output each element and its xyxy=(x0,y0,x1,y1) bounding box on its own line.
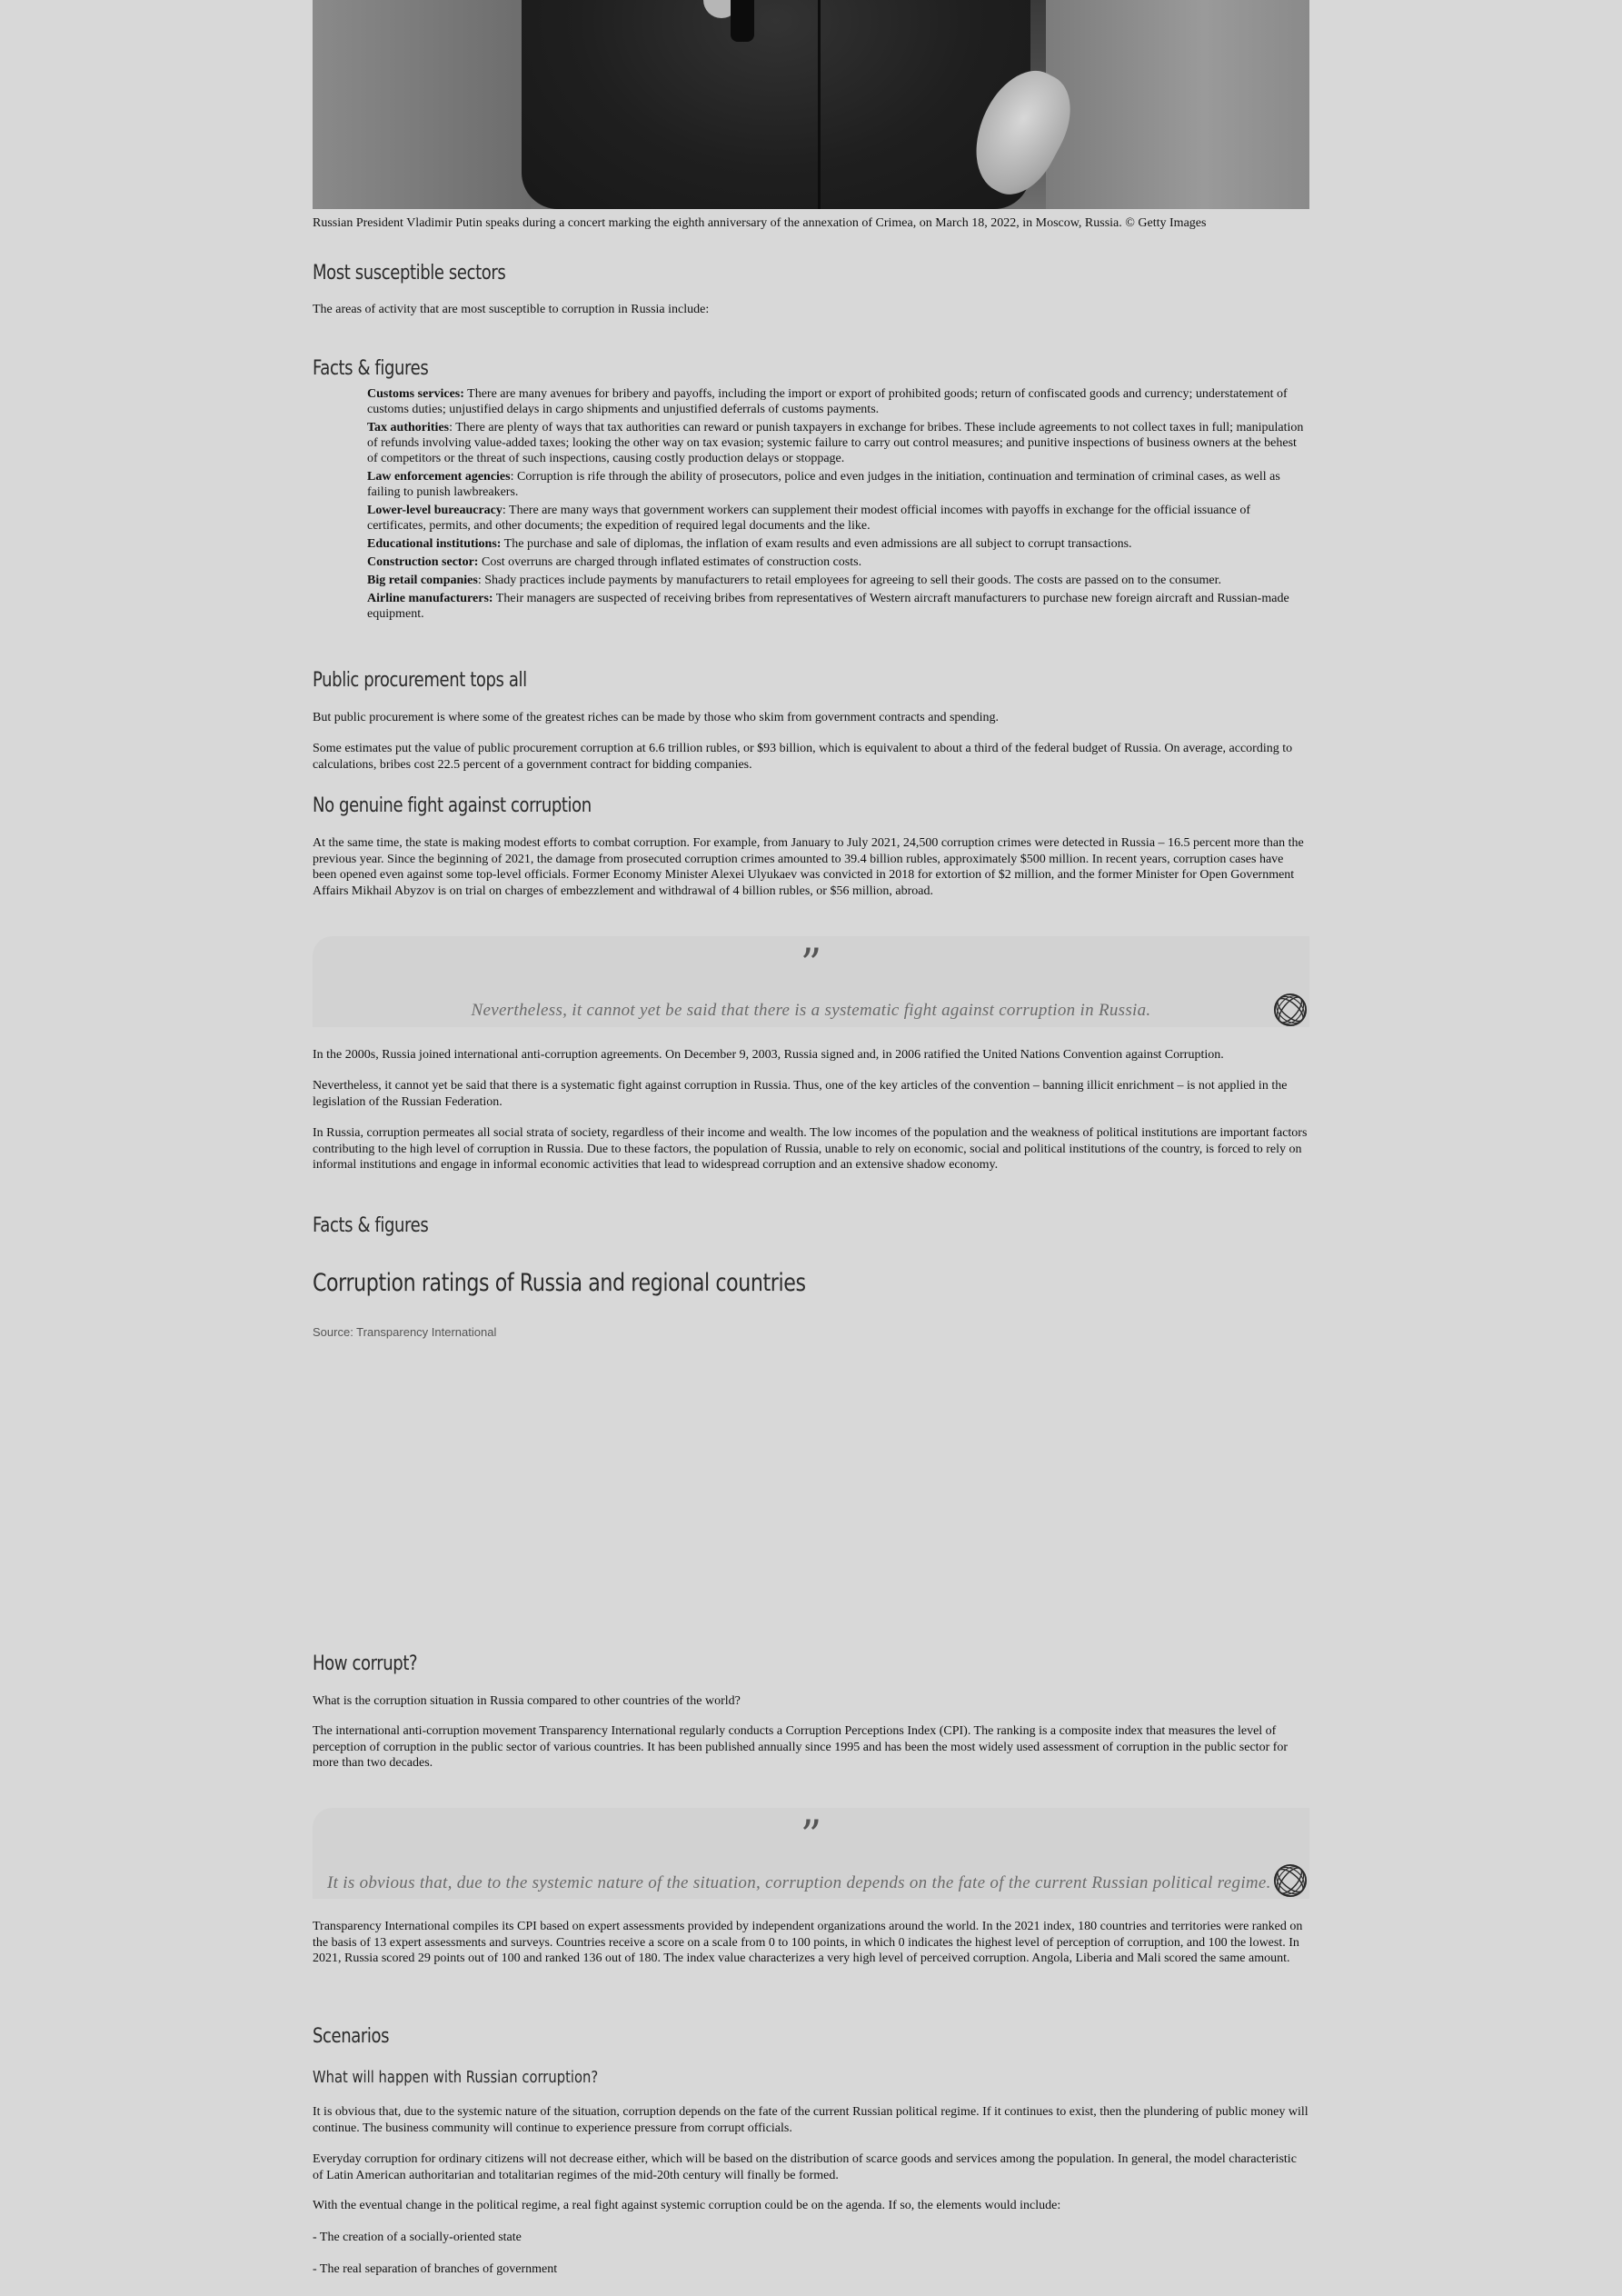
item-text: : There are plenty of ways that tax authorities can reward or punish taxpayers in exchange for bribes. These include agreements to not collect taxes in full; manipulation of refunds involving value-added taxes; looking the other way on tax evasion; systemic failure to carry out control measures; and punitive inspections of business owners at the behest of competitors or the threat of such inspections, causing costly production delays or stoppage. xyxy=(367,421,1304,465)
quote-mark-icon: ” xyxy=(800,1811,822,1860)
pull-quote-1 xyxy=(313,936,1309,1027)
intl-paragraph-2: Nevertheless, it cannot yet be said that there is a systematic fight against corruption in Russia. Thus, one of the key articles of the convention – banning illicit enrichment – is not applied in the legislation of the Russian Federation. xyxy=(313,1079,1288,1109)
intl-paragraph-3: In Russia, corruption permeates all social strata of society, regardless of their income and wealth. The low incomes of the population and the weakness of political institutions are important factors contributing to the high level of corruption in Russia. Due to these factors, the population of Russia, unable to rely on economic, social and political institutions of the country, is forced to rely on informal institutions and engage in informal economic activities that lead to widespread corruption and an extensive shadow economy. xyxy=(313,1126,1308,1172)
sectors-list xyxy=(367,386,1309,624)
list-item xyxy=(367,386,1309,417)
list-item xyxy=(367,554,1309,570)
pull-quote-text: Nevertheless, it cannot yet be said that there is a systematic fight against corruption in Russia. xyxy=(471,1001,1151,1020)
scenarios-paragraph-3: With the eventual change in the political regime, a real fight against systemic corruption could be on the agenda. If so, the elements would include: xyxy=(313,2199,1061,2212)
corrupt-paragraph-1: What is the corruption situation in Russia compared to other countries of the world? xyxy=(313,1694,741,1708)
sectors-heading: Most susceptible sectors xyxy=(313,262,506,285)
procurement-heading: Public procurement tops all xyxy=(313,669,527,692)
item-text: There are many avenues for bribery and payoffs, including the import or export of prohibited goods; return of confiscated goods and currency; understatement of customs duties; unjustified delays in cargo shipments and unjustified deferrals of customs payments. xyxy=(367,387,1288,416)
cpi-link[interactable]: Corruption Perceptions Index xyxy=(785,1724,937,1738)
list-item xyxy=(367,573,1309,588)
scenarios-list-item-1: - The creation of a socially-oriented state xyxy=(313,2231,522,2244)
procurement-paragraph-1: But public procurement is where some of the greatest riches can be made by those who skim from government contracts and spending. xyxy=(313,711,1000,724)
photo-microphone xyxy=(731,0,754,42)
list-item xyxy=(367,420,1309,466)
list-item xyxy=(367,469,1309,500)
text-span: The international anti-corruption movement Transparency International regularly conducts a xyxy=(313,1724,786,1738)
pull-quote-2 xyxy=(313,1808,1309,1899)
procurement-paragraph-2: Some estimates put the value of public procurement corruption at 6.6 trillion rubles, or $93 billion, which is equivalent to about a third of the federal budget of Russia. On average, according to calculations, bribes cost 22.5 percent of a government contract for bidding companies. xyxy=(313,742,1293,772)
item-term: Law enforcement agencies xyxy=(367,470,511,484)
item-term: Big retail companies xyxy=(367,574,478,587)
item-text: Their managers are suspected of receiving bribes from representatives of Western aircraft manufacturers to purchase new foreign aircraft and Russian-made equipment. xyxy=(367,592,1289,621)
fight-heading: No genuine fight against corruption xyxy=(313,794,592,817)
item-text: : There are many ways that government workers can supplement their modest official incomes with payoffs in exchange for the official issuance of certificates, permits, and other documents; the expedition of required legal documents and the like. xyxy=(367,504,1251,533)
globe-icon[interactable] xyxy=(1273,1863,1308,1898)
corrupt-paragraph-2 xyxy=(313,1723,1309,1772)
intl-paragraph-1: In the 2000s, Russia joined international anti-corruption agreements. On December 9, 2003, Russia signed and, in 2006 ratified the United Nations Convention against Corruption. xyxy=(313,1048,1224,1062)
scenarios-list-item-2: - The real separation of branches of government xyxy=(313,2262,558,2276)
item-term: Educational institutions: xyxy=(367,537,502,551)
photo-background-left xyxy=(313,0,531,209)
scenarios-subheading: What will happen with Russian corruption? xyxy=(313,2068,599,2087)
chart-title: Corruption ratings of Russia and regional countries xyxy=(313,1269,806,1297)
item-text: Cost overruns are charged through inflated estimates of construction costs. xyxy=(478,555,862,569)
item-term: Customs services: xyxy=(367,387,464,401)
pull-quote-text: It is obvious that, due to the systemic nature of the situation, corruption depends on the fate of the current Russian political regime. xyxy=(327,1873,1271,1892)
chart-area xyxy=(313,1354,1309,1636)
sectors-intro: The areas of activity that are most susceptible to corruption in Russia include: xyxy=(313,303,710,316)
scenarios-paragraph-2: Everyday corruption for ordinary citizens will not decrease either, which will be based on the distribution of scarce goods and services among the population. In general, the model characteristic of Latin American authoritarian and totalitarian regimes of the mid-20th century will finally be formed. xyxy=(313,2152,1297,2182)
chart-source: Source: Transparency International xyxy=(313,1325,497,1339)
list-item xyxy=(367,503,1309,534)
scenarios-heading: Scenarios xyxy=(313,2025,390,2048)
photo-caption: Russian President Vladimir Putin speaks during a concert marking the eighth anniversary of the annexation of Crimea, on March 18, 2022, in Moscow, Russia. © Getty Images xyxy=(313,216,1207,230)
item-text: : Corruption is rife through the ability of prosecutors, police and even judges in the initiation, continuation and termination of criminal cases, as well as failing to punish lawbreakers. xyxy=(367,470,1280,499)
fight-paragraph: At the same time, the state is making modest efforts to combat corruption. For example, from January to July 2021, 24,500 corruption crimes were detected in Russia – 16.5 percent more than the previous year. Since the beginning of 2021, the damage from prosecuted corruption crimes amounted to 39.4 billion rubles, approximately $500 million. In recent years, corruption cases have been opened even against some top-level officials. Former Economy Minister Alexei Ulyukaev was convicted in 2018 for extortion of $2 million, and the former Minister for Open Government Affairs Mikhail Abyzov is on trial on charges of embezzlement and withdrawal of 4 billion rubles, or $56 million, abroad. xyxy=(313,836,1304,898)
photo-coat xyxy=(522,0,1030,209)
quote-mark-icon: ” xyxy=(800,939,822,988)
hero-photo xyxy=(313,0,1309,209)
item-term: Lower-level bureaucracy xyxy=(367,504,503,517)
item-text: : Shady practices include payments by manufacturers to retail employees for agreeing to sell their goods. The costs are passed on to the consumer. xyxy=(477,574,1221,587)
text-span: (CPI). The ranking is a composite index that measures the level of perception of corruption in the public sector of various countries. It has been published annually since 1995 and has been the most widely used assessment of corruption in the public sector for more than two decades. xyxy=(313,1724,1289,1770)
photo-background-right xyxy=(1046,0,1309,209)
item-text: The purchase and sale of diplomas, the inflation of exam results and even admissions are all subject to corrupt transactions. xyxy=(501,537,1132,551)
facts-heading: Facts & figures xyxy=(313,357,429,380)
item-term: Construction sector: xyxy=(367,555,479,569)
corrupt-heading: How corrupt? xyxy=(313,1652,418,1675)
facts-heading-2: Facts & figures xyxy=(313,1214,429,1237)
list-item xyxy=(367,591,1309,622)
item-term: Airline manufacturers: xyxy=(367,592,493,605)
globe-icon[interactable] xyxy=(1273,993,1308,1027)
scenarios-paragraph-1: It is obvious that, due to the systemic nature of the situation, corruption depends on the fate of the current Russian political regime. If it continues to exist, then the plundering of public money will continue. The business community will continue to experience pressure from corrupt officials. xyxy=(313,2105,1309,2135)
item-term: Tax authorities xyxy=(367,421,450,434)
cpi-paragraph: Transparency International compiles its CPI based on expert assessments provided by independent organizations around the world. In the 2021 index, 180 countries and territories were ranked on the basis of 13 expert assessments and surveys. Countries receive a score on a scale from 0 to 100 points, in which 0 indicates the highest level of perception of corruption, and 100 the lowest. In 2021, Russia scored 29 points out of 100 and ranked 136 out of 180. The index value characterizes a very high level of perceived corruption. Angola, Liberia and Mali scored the same amount. xyxy=(313,1920,1303,1965)
photo-zipper xyxy=(818,0,821,209)
list-item xyxy=(367,536,1309,552)
